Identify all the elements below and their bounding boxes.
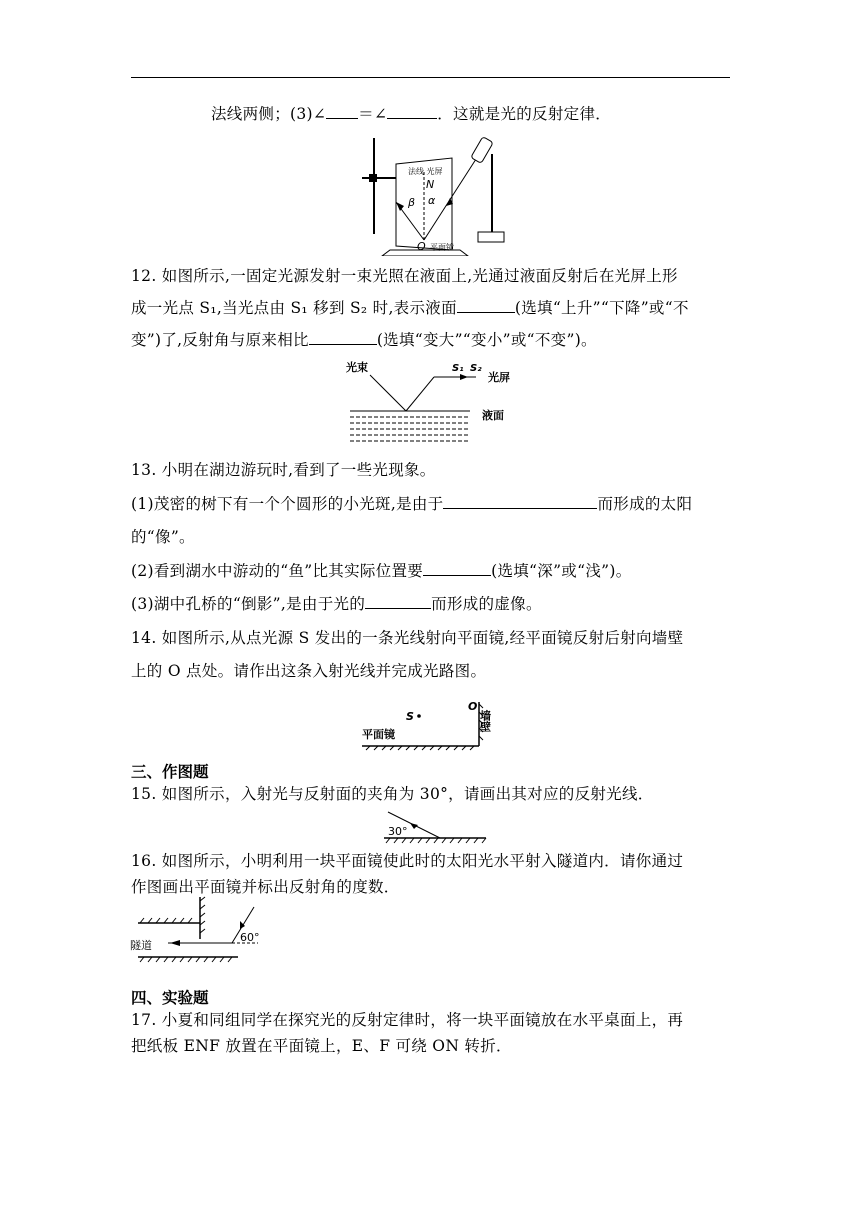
q12-line2 <box>131 298 731 318</box>
q11-text-mid: ＝∠ <box>358 105 388 123</box>
screen-label: 光屏 <box>488 371 510 384</box>
section-heading-drawing: 三、作图题 <box>131 763 209 781</box>
beam-arrow <box>460 374 468 380</box>
q13-p3-post: 而形成的虚像。 <box>431 595 542 613</box>
liquid-hatching <box>350 417 470 441</box>
q15-text: 15. 如图所示，入射光与反射面的夹角为 30°，请画出其对应的反射光线． <box>131 785 654 803</box>
q13-p3-pre: (3)湖中孔桥的“倒影”,是由于光的 <box>131 595 366 613</box>
q13-p1-pre: (1)茂密的树下有一个个圆形的小光斑,是由于 <box>131 495 444 513</box>
q13-p2 <box>131 561 731 581</box>
angle-label: 60° <box>240 931 260 944</box>
clamp <box>369 174 377 182</box>
q13-p1 <box>131 494 731 514</box>
angle-label: 30° <box>388 825 408 838</box>
q12-line3-pre: 变”)了,反射角与原来相比 <box>131 331 309 349</box>
q11-tail-line <box>211 104 681 124</box>
beta-label: β <box>408 196 416 209</box>
s2-label: S₂ <box>470 363 482 374</box>
answer-blank[interactable] <box>443 494 597 509</box>
incident-ray-arrow <box>410 823 418 829</box>
answer-blank[interactable] <box>309 330 377 345</box>
q16-line1: 16. 如图所示，小明利用一块平面镜使此时的太阳光水平射入隧道内．请你通过 <box>131 852 684 870</box>
source-s-label: S <box>406 710 414 723</box>
q13-p1-post: 而形成的太阳 <box>597 495 693 513</box>
incident-angle-30-figure <box>380 808 490 844</box>
mirror-label: 平面镜 <box>430 243 454 252</box>
q16-line2: 作图画出平面镜并标出反射角的度数． <box>131 878 400 896</box>
q12-line3-post: (选填“变大”“变小”或“不变”)。 <box>376 331 597 349</box>
q12-line2-pre: 成一光点 S₁,当光点由 S₁ 移到 S₂ 时,表示液面 <box>131 299 457 317</box>
liquid-label: 液面 <box>482 409 504 422</box>
horizontal-ray-arrow <box>170 940 180 946</box>
q12-line1: 12. 如图所示,一固定光源发射一束光照在液面上,光通过液面反射后在光屏上形 <box>131 267 678 285</box>
answer-blank[interactable] <box>457 298 515 313</box>
s1-label: S₁ <box>452 363 464 374</box>
q13-p2-pre: (2)看到湖水中游动的“鱼”比其实际位置要 <box>131 562 424 580</box>
q17-line2: 把纸板 ENF 放置在平面镜上，E、F 可绕 ON 转折． <box>131 1037 512 1055</box>
q14-line1: 14. 如图所示,从点光源 S 发出的一条光线射向平面镜,经平面镜反射后射向墙壁 <box>131 629 684 647</box>
point-o-label: O <box>417 240 426 253</box>
q13-p2-post: (选填“深”或“浅”)。 <box>491 562 632 580</box>
tunnel-label: 隧道 <box>130 939 152 952</box>
source-point <box>417 714 421 718</box>
point-source-wall-figure <box>358 694 508 752</box>
normal-label: N <box>426 178 435 191</box>
point-o-label: O <box>468 700 478 713</box>
mirror-label: 平面镜 <box>362 728 395 741</box>
q11-text-post: ．这就是光的反射定律． <box>437 105 612 123</box>
answer-blank[interactable] <box>365 594 431 609</box>
beam-label: 光束 <box>346 361 368 374</box>
answer-blank[interactable] <box>423 561 491 576</box>
q14-line2: 上的 O 点处。请作出这条入射光线并完成光路图。 <box>131 662 487 680</box>
section-heading-experiment: 四、实验题 <box>131 989 209 1007</box>
answer-blank[interactable] <box>387 104 437 119</box>
reflected-beam <box>406 377 434 411</box>
tunnel-mirror-figure <box>128 893 268 969</box>
answer-blank[interactable] <box>326 104 358 119</box>
q13-p3 <box>131 594 731 614</box>
reflection-apparatus-figure <box>360 132 510 256</box>
liquid-reflection-figure <box>340 357 530 447</box>
q17-line1: 17. 小夏和同组同学在探究光的反射定律时，将一块平面镜放在水平桌面上，再 <box>131 1011 684 1029</box>
incident-beam <box>370 375 406 411</box>
screen-label: 法线 光屏 <box>408 167 443 176</box>
alpha-label: α <box>428 194 436 207</box>
q13-p1-line2: 的“像”。 <box>131 528 195 546</box>
q12-line2-post: (选填“上升”“下降”或“不 <box>514 299 689 317</box>
q12-line3 <box>131 330 731 350</box>
header-rule <box>131 77 730 78</box>
laser-pointer <box>471 137 493 164</box>
q11-text-pre: 法线两侧；(3)∠ <box>211 105 327 123</box>
wall-label: 墙壁 <box>478 710 492 732</box>
right-stand-base <box>478 232 504 242</box>
q13-line1: 13. 小明在湖边游玩时,看到了一些光现象。 <box>131 461 436 479</box>
